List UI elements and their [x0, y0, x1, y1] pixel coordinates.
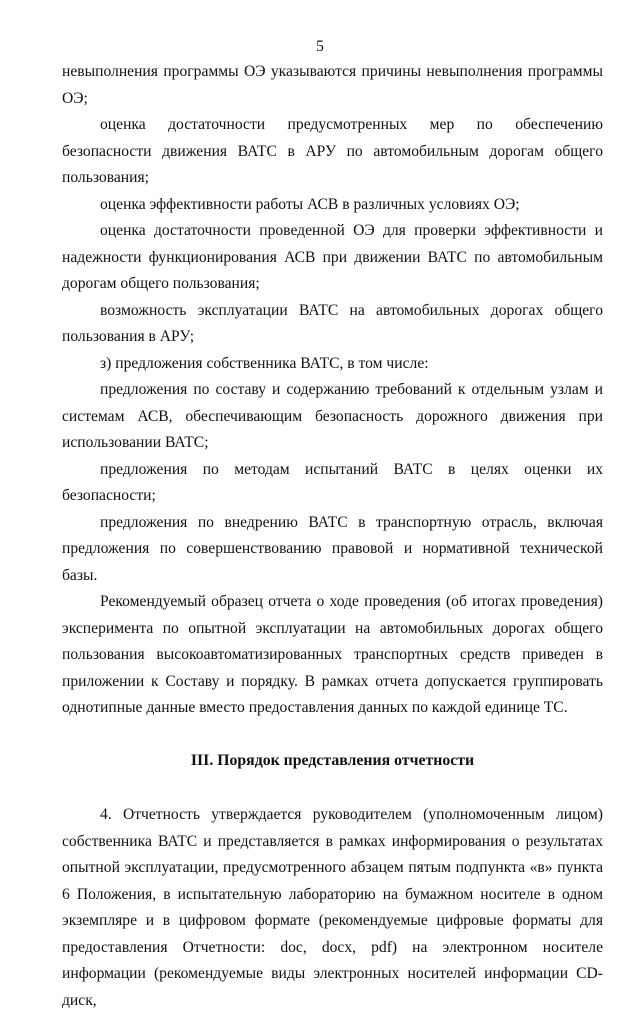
paragraph: з) предложения собственника ВАТС, в том числе: — [100, 354, 429, 372]
paragraph: невыполнения программы ОЭ указываются причины невыполнения программы ОЭ; — [62, 63, 603, 107]
paragraph: оценка достаточности предусмотренных мер по обеспечению безопасности движения ВАТС в АРУ по автомобильным дорогам общего пользования; — [62, 116, 603, 186]
paragraph: 4. Отчетность утверждается руководителем (уполномоченным лицом) собственника ВАТС и представляется в рамках информирования о результатах опытной эксплуатации, предусмотренного абзацем пятым подпункта «в» пункта 6 Положения, в испытательную лабораторию на бумажном носителе в одном экземпляре и в цифровом формате (рекомендуемые цифровые форматы для предоставления Отчетности: doc, docx, pdf) на электронном носителе информации (рекомендуемые виды электронных носителей информации CD-диск, — [62, 806, 603, 1009]
paragraphs-before-heading — [62, 59, 603, 722]
paragraph: предложения по внедрению ВАТС в транспортную отрасль, включая предложения по совершенствованию правовой и нормативной технической базы. — [62, 513, 603, 584]
paragraph: оценка достаточности проведенной ОЭ для проверки эффективности и надежности функционирования АСВ при движении ВАТС по автомобильным дорогам общего пользования; — [62, 222, 603, 292]
section-heading: III. Порядок представления отчетности — [190, 751, 475, 769]
paragraph: возможность эксплуатации ВАТС на автомобильных дорогах общего пользования в АРУ; — [62, 301, 603, 345]
paragraphs-after-heading — [62, 802, 603, 1014]
document-body — [62, 59, 603, 1014]
paragraph: Рекомендуемый образец отчета о ходе проведения (об итогах проведения) эксперимента по опытной эксплуатации на автомобильных дорогах общего пользования высокоавтоматизированных транспортных средств приведен в приложении к Составу и порядку. В рамках отчета допускается группировать однотипные данные вместо предоставления данных по каждой единице ТС. — [62, 593, 603, 716]
paragraph: оценка эффективности работы АСВ в различных условиях ОЭ; — [100, 195, 520, 213]
paragraph: предложения по методам испытаний ВАТС в целях оценки их безопасности; — [62, 460, 603, 504]
paragraph: предложения по составу и содержанию требований к отдельным узлам и системам АСВ, обеспечивающим безопасность дорожного движения при использовании ВАТС; — [62, 381, 603, 451]
page-number: 5 — [316, 38, 324, 55]
